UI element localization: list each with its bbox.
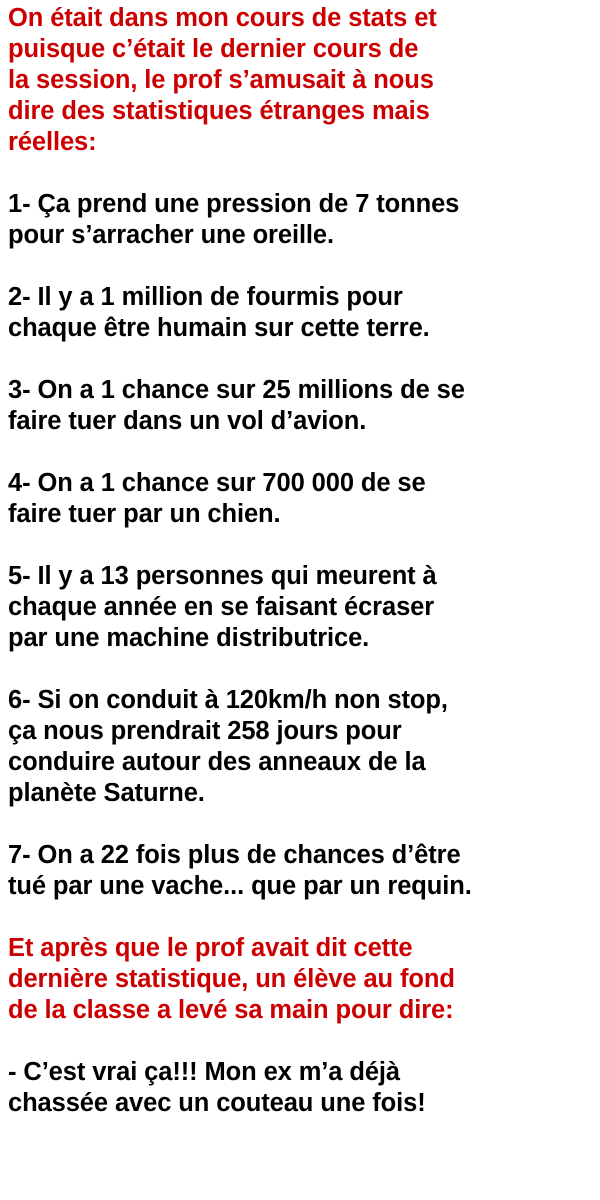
paragraph-spacer [8,251,592,282]
stat-line: planète Saturne. [8,779,205,807]
stat-line: pour s’arracher une oreille. [8,221,334,249]
stat-line: 5- Il y a 13 personnes qui meurent à [8,562,437,590]
stat-line: ça nous prendrait 258 jours pour [8,717,402,745]
stat-line: 7- On a 22 fois plus de chances d’être [8,841,461,869]
stat-item-3 [8,375,592,437]
stat-item-7 [8,840,592,902]
paragraph-spacer [8,902,592,933]
stat-line: faire tuer dans un vol d’avion. [8,407,367,435]
stat-line: par une machine distributrice. [8,624,370,652]
stat-line: 1- Ça prend une pression de 7 tonnes [8,190,460,218]
stat-line: conduire autour des anneaux de la [8,748,426,776]
stat-item-2 [8,282,592,344]
paragraph-spacer [8,809,592,840]
stat-item-6 [8,685,592,809]
stat-line: tué par une vache... que par un requin. [8,872,472,900]
stat-item-5 [8,561,592,654]
stat-item-4 [8,468,592,530]
intro-paragraph [8,3,592,158]
paragraph-spacer [8,437,592,468]
stat-line: 3- On a 1 chance sur 25 millions de se [8,376,465,404]
paragraph-spacer [8,1026,592,1057]
intro-line: On était dans mon cours de stats et [8,4,437,32]
paragraph-spacer [8,654,592,685]
punchline-paragraph [8,1057,592,1119]
stat-line: chaque année en se faisant écraser [8,593,435,621]
stat-line: 6- Si on conduit à 120km/h non stop, [8,686,448,714]
stat-line: faire tuer par un chien. [8,500,281,528]
paragraph-spacer [8,158,592,189]
stat-item-1 [8,189,592,251]
stat-line: chaque être humain sur cette terre. [8,314,430,342]
intro-line: la session, le prof s’amusait à nous [8,66,434,94]
outro-paragraph [8,933,592,1026]
paragraph-spacer [8,530,592,561]
stat-line: 2- Il y a 1 million de fourmis pour [8,283,403,311]
intro-line: puisque c’était le dernier cours de [8,35,419,63]
intro-line: réelles: [8,128,97,156]
punchline-line: chassée avec un couteau une fois! [8,1089,426,1117]
paragraph-spacer [8,344,592,375]
outro-line: dernière statistique, un élève au fond [8,965,455,993]
intro-line: dire des statistiques étranges mais [8,97,430,125]
punchline-line: - C’est vrai ça!!! Mon ex m’a déjà [8,1058,400,1086]
stat-line: 4- On a 1 chance sur 700 000 de se [8,469,426,497]
outro-line: de la classe a levé sa main pour dire: [8,996,454,1024]
outro-line: Et après que le prof avait dit cette [8,934,413,962]
